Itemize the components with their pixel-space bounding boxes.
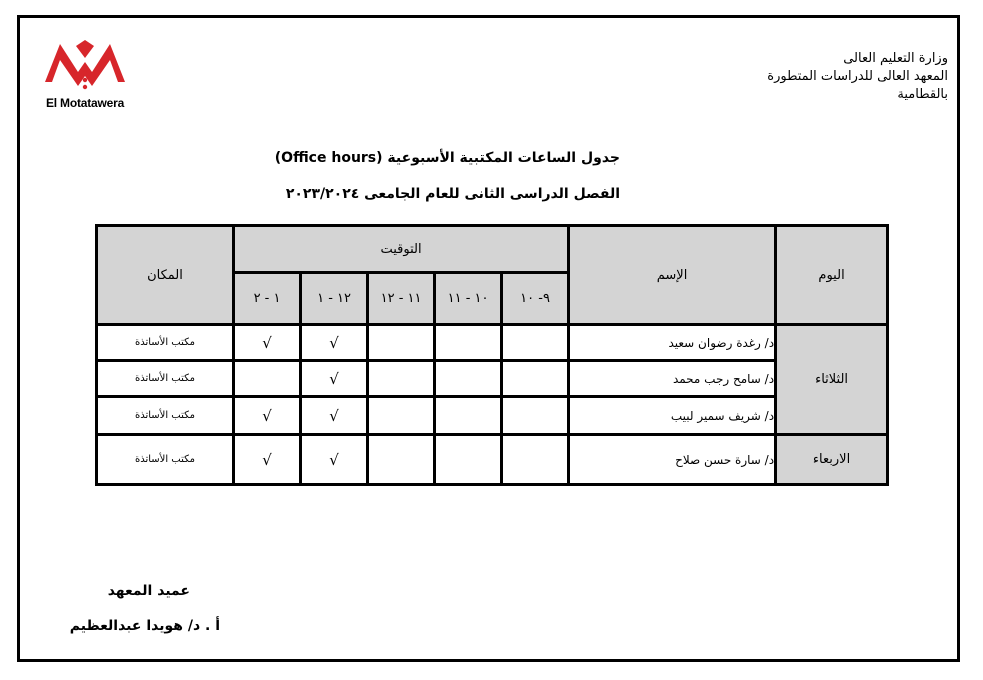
- page-title: جدول الساعات المكتبية الأسبوعية (Office hours): [274, 150, 620, 166]
- slot-cell: [502, 325, 569, 361]
- check-mark: √: [234, 325, 301, 361]
- header-place: المكان: [97, 226, 234, 325]
- slot-cell: [502, 361, 569, 397]
- dean-title: عميد المعهد: [107, 583, 190, 599]
- table-row: [97, 397, 888, 435]
- slot-cell: [368, 361, 435, 397]
- slot-cell: [435, 325, 502, 361]
- institute-logo: [40, 38, 130, 118]
- slot-cell: [502, 435, 569, 485]
- header-slot-12-1: ١٢ - ١: [301, 273, 368, 325]
- header-slot-9-10: ٩- ١٠: [502, 273, 569, 325]
- place-cell: مكتب الأساتذة: [97, 435, 234, 485]
- slot-cell: [368, 397, 435, 435]
- header-name: الإسم: [569, 226, 776, 325]
- place-cell: مكتب الأساتذة: [97, 325, 234, 361]
- check-mark: √: [301, 435, 368, 485]
- staff-name: د/ سارة حسن صلاح: [569, 435, 776, 485]
- dean-name: أ . د/ هويدا عبدالعظيم: [69, 618, 220, 634]
- slot-cell: [234, 361, 301, 397]
- header-day: اليوم: [776, 226, 888, 325]
- institute-name: المعهد العالى للدراسات المتطورة: [767, 69, 948, 84]
- check-mark: √: [301, 325, 368, 361]
- page-subtitle: الفصل الدراسى الثانى للعام الجامعى ٢٠٢٣/٢٠٢٤: [285, 186, 620, 202]
- header-slot-10-11: ١٠ - ١١: [435, 273, 502, 325]
- institute-location: بالقطامية: [897, 87, 948, 102]
- check-mark: √: [301, 361, 368, 397]
- staff-name: د/ شريف سمير لبيب: [569, 397, 776, 435]
- check-mark: √: [234, 435, 301, 485]
- check-mark: √: [234, 397, 301, 435]
- slot-cell: [435, 435, 502, 485]
- day-wednesday: الاربعاء: [776, 435, 888, 485]
- ministry-name: وزارة التعليم العالى: [843, 51, 948, 66]
- table-row: [97, 435, 888, 485]
- slot-cell: [435, 361, 502, 397]
- slot-cell: [368, 325, 435, 361]
- slot-cell: [368, 435, 435, 485]
- office-hours-table: [95, 224, 889, 486]
- day-tuesday: الثلاثاء: [776, 325, 888, 435]
- check-mark: √: [301, 397, 368, 435]
- header-slot-11-12: ١١ - ١٢: [368, 273, 435, 325]
- staff-name: د/ سامح رجب محمد: [569, 361, 776, 397]
- header-slot-1-2: ١ - ٢: [234, 273, 301, 325]
- staff-name: د/ رغدة رضوان سعيد: [569, 325, 776, 361]
- ministry-header: [767, 50, 948, 104]
- table-row: [97, 361, 888, 397]
- slot-cell: [435, 397, 502, 435]
- slot-cell: [502, 397, 569, 435]
- place-cell: مكتب الأساتذة: [97, 397, 234, 435]
- logo-text: El Motatawera: [45, 96, 125, 110]
- logo-mark-icon: [40, 38, 130, 96]
- header-timing: التوقيت: [234, 226, 569, 273]
- table-row: [97, 325, 888, 361]
- place-cell: مكتب الأساتذة: [97, 361, 234, 397]
